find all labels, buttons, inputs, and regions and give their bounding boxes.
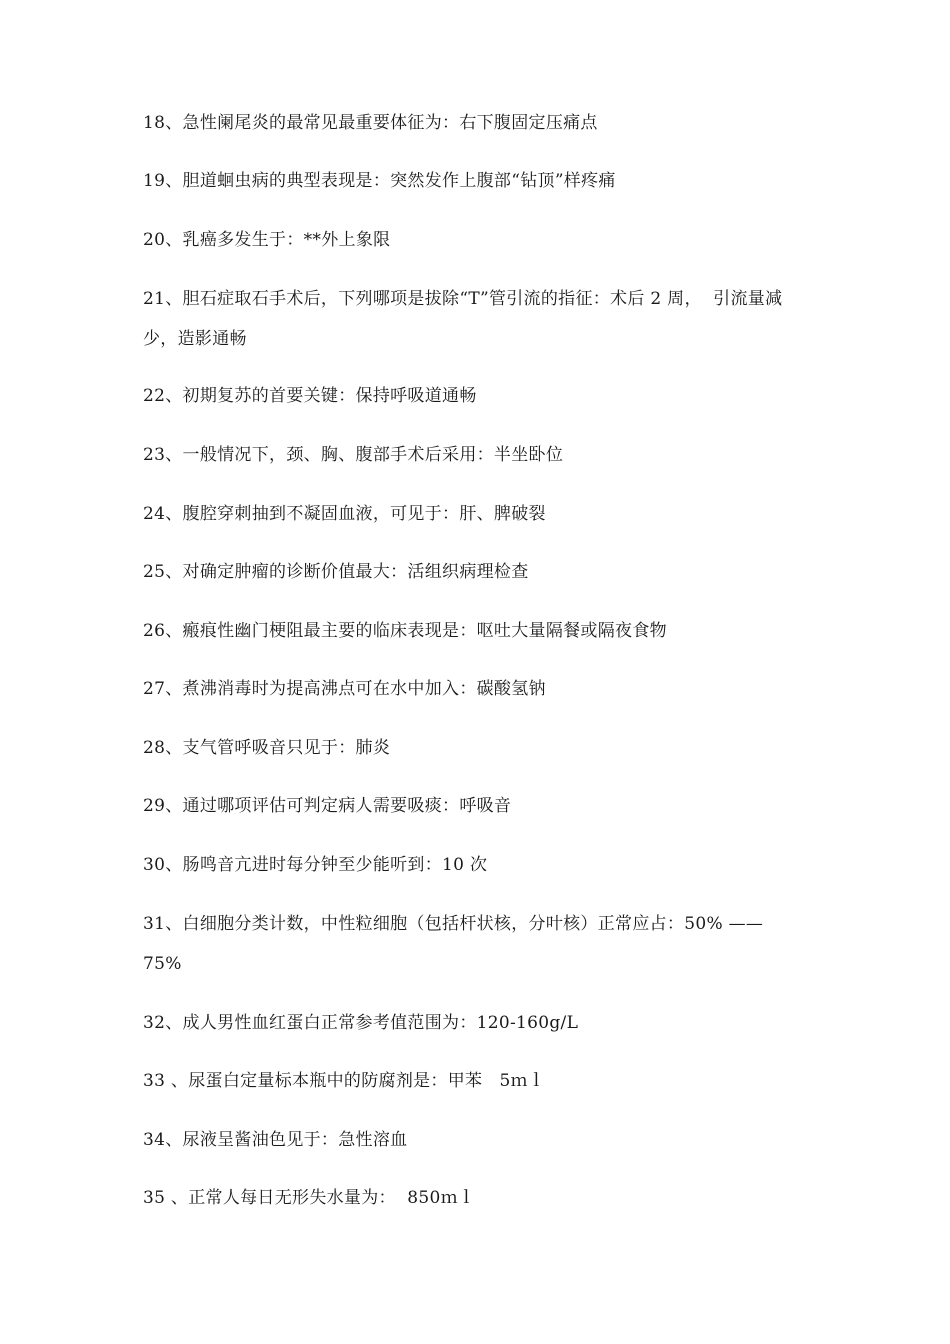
list-item: 26、瘢痕性幽门梗阻最主要的临床表现是：呕吐大量隔餐或隔夜食物 bbox=[143, 621, 667, 641]
list-item: 35 、正常人每日无形失水量为： 850ｍｌ bbox=[143, 1188, 476, 1208]
list-item: 28、支气管呼吸音只见于：肺炎 bbox=[143, 738, 391, 758]
list-item: 29、通过哪项评估可判定病人需要吸痰：呼吸音 bbox=[143, 796, 512, 816]
list-item: 34、尿液呈酱油色见于：急性溶血 bbox=[143, 1130, 408, 1150]
list-item: 25、对确定肿瘤的诊断价值最大：活组织病理检查 bbox=[143, 562, 529, 582]
list-item: 24、腹腔穿刺抽到不凝固血液，可见于：肝、脾破裂 bbox=[143, 504, 546, 524]
list-item: 20、乳癌多发生于：**外上象限 bbox=[143, 230, 391, 250]
list-item: 30、肠鸣音亢进时每分钟至少能听到：10 次 bbox=[143, 855, 488, 875]
list-item: 27、煮沸消毒时为提高沸点可在水中加入：碳酸氢钠 bbox=[143, 679, 546, 699]
list-item: 23、一般情况下，颈、胸、腹部手术后采用：半坐卧位 bbox=[143, 445, 564, 465]
list-item: 32、成人男性血红蛋白正常参考值范围为：120-160g/L bbox=[143, 1013, 579, 1033]
list-item: 22、初期复苏的首要关键：保持呼吸道通畅 bbox=[143, 386, 477, 406]
list-item: 19、胆道蛔虫病的典型表现是：突然发作上腹部“钻顶”样疼痛 bbox=[143, 171, 616, 191]
list-item: 31、白细胞分类计数，中性粒细胞（包括杆状核，分叶核）正常应占：50% —— 75% bbox=[143, 914, 775, 974]
list-item: 33 、尿蛋白定量标本瓶中的防腐剂是：甲苯 5ｍｌ bbox=[143, 1071, 546, 1091]
list-item: 21、胆石症取石手术后，下列哪项是拔除“T”管引流的指征：术后 2 周， 引流量减少，造影通畅 bbox=[143, 289, 783, 349]
list-item: 18、急性阑尾炎的最常见最重要体征为：右下腹固定压痛点 bbox=[143, 113, 598, 133]
